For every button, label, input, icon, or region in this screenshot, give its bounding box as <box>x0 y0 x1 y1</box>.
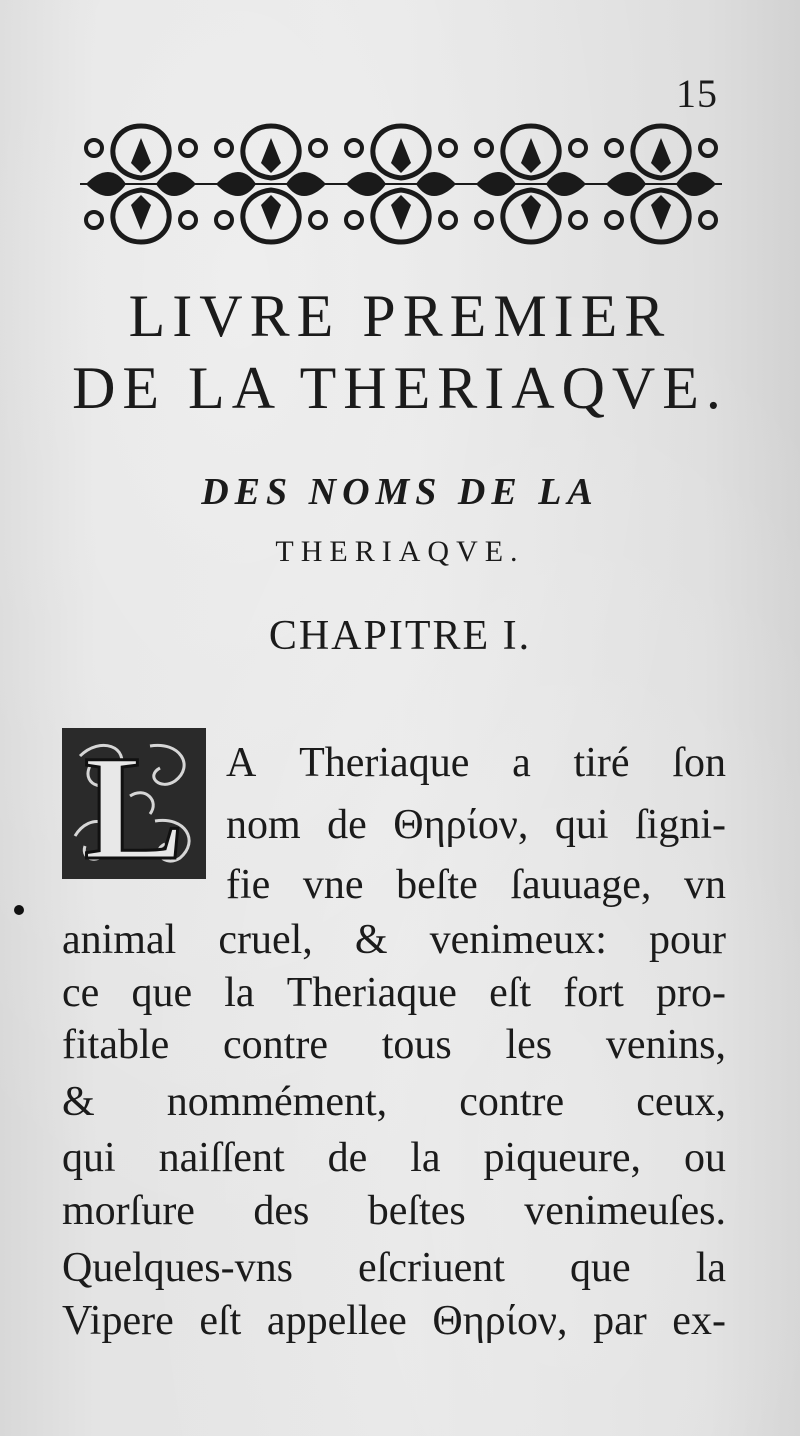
chapter-title-line-1: DES NOMS DE LA <box>201 471 599 513</box>
body-text-line: A Theriaque a tiré ſon <box>226 740 726 786</box>
svg-text:L: L <box>83 726 185 881</box>
body-text-line: fie vne beſte ſauuage, vn <box>226 862 726 908</box>
body-text-line: nom de Θηρίον, qui ſigni- <box>226 802 726 848</box>
body-text-line: animal cruel, & venimeux: pour <box>62 917 726 963</box>
ornamental-headband <box>76 118 726 250</box>
body-text-line: fitable contre tous les venins, <box>62 1022 726 1068</box>
ink-spot <box>14 905 24 915</box>
body-text-line: morſure des beſtes venimeuſes. <box>62 1188 726 1234</box>
body-text-line: ce que la Theriaque eſt fort pro- <box>62 970 726 1016</box>
book-title-line-2: DE LA THERIAQVE. <box>72 355 728 421</box>
page-number: 15 <box>676 71 718 116</box>
body-text-line: Vipere eſt appellee Θηρίον, par ex- <box>62 1298 726 1344</box>
body-text-line: qui naiſſent de la piqueure, ou <box>62 1135 726 1181</box>
book-title-line-1: LIVRE PREMIER <box>128 283 672 349</box>
body-text-line: & nommément, contre ceux, <box>62 1079 726 1125</box>
chapter-label: CHAPITRE I. <box>268 613 532 659</box>
decorated-initial-letter <box>60 726 208 881</box>
chapter-title-line-2: THERIAQVE. <box>275 535 525 568</box>
body-text-line: Quelques-vns eſcriuent que la <box>62 1245 726 1291</box>
